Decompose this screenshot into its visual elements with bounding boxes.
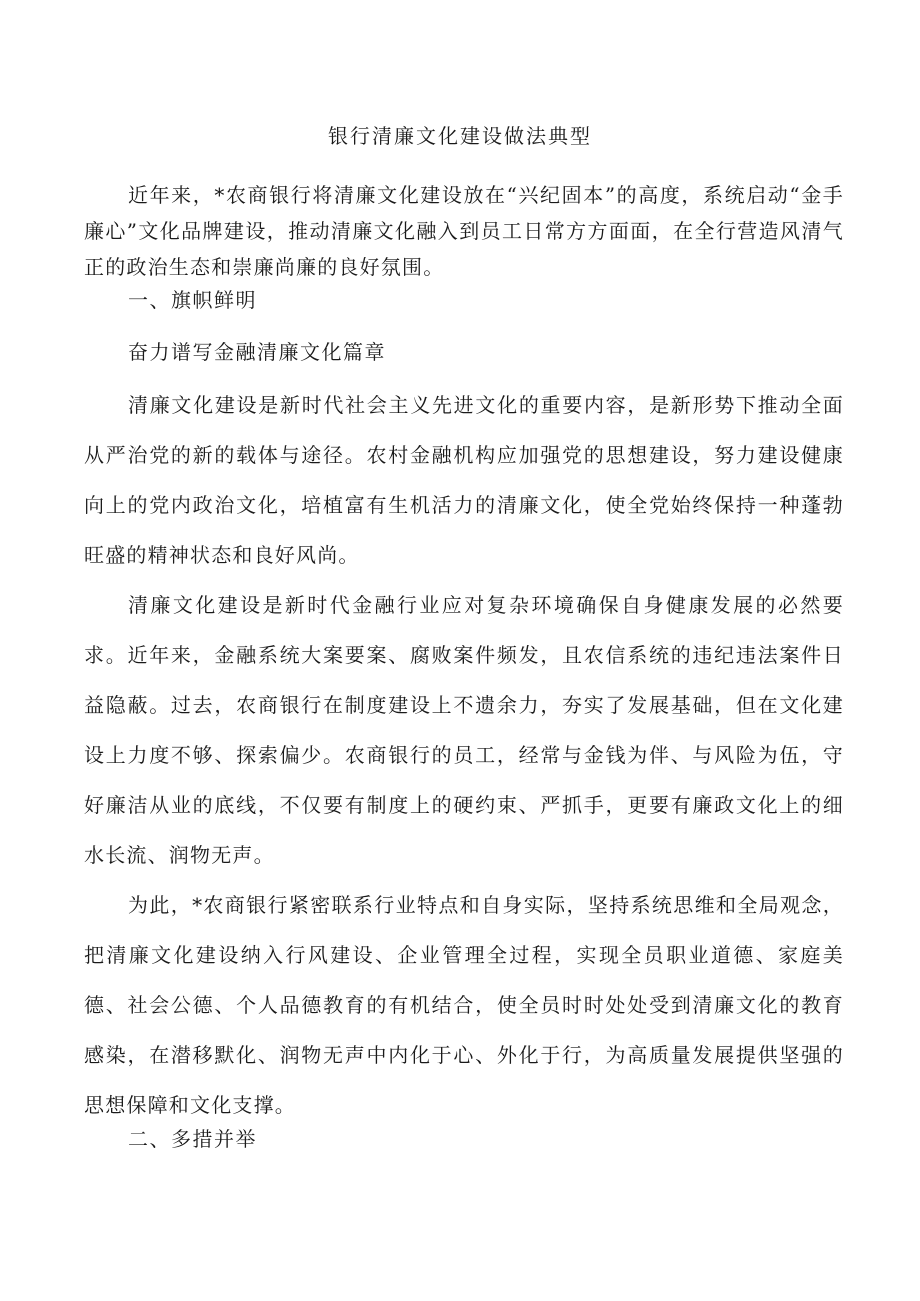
document-title: 银行清廉文化建设做法典型: [328, 124, 592, 148]
body-paragraph-3: 为此，*农商银行紧密联系行业特点和自身实际，坚持系统思维和全局观念，把清廉文化建设纳入行风建设、企业管理全过程，实现全员职业道德、家庭美德、社会公德、个人品德教育的有机结合，使全员时时处处受到清廉文化的教育感染，在潜移默化、润物无声中内化于心、外化于行，为高质量发展提供坚强的思想保障和文化支撑。: [84, 893, 844, 1117]
intro-paragraph: 近年来，*农商银行将清廉文化建设放在“兴纪固本”的高度，系统启动“金手廉心”文化品牌建设，推动清廉文化融入到员工日常方方面面，在全行营造风清气正的政治生态和崇廉尚廉的良好氛围。: [84, 183, 844, 279]
section-subheading-1: 奋力谱写金融清廉文化篇章: [128, 340, 386, 364]
body-paragraph-1: 清廉文化建设是新时代社会主义先进文化的重要内容，是新形势下推动全面从严治党的新的载体与途径。农村金融机构应加强党的思想建设，努力建设健康向上的党内政治文化，培植富有生机活力的清廉文化，使全党始终保持一种蓬勃旺盛的精神状态和良好风尚。: [84, 393, 844, 567]
section-heading-1: 一、旗帜鲜明: [128, 288, 257, 312]
section-heading-2: 二、多措并举: [128, 1127, 257, 1151]
body-paragraph-2: 清廉文化建设是新时代金融行业应对复杂环境确保自身健康发展的必然要求。近年来，金融系统大案要案、腐败案件频发，且农信系统的违纪违法案件日益隐蔽。过去，农商银行在制度建设上不遗余力，夯实了发展基础，但在文化建设上力度不够、探索偏少。农商银行的员工，经常与金钱为伴、与风险为伍，守好廉洁从业的底线，不仅要有制度上的硬约束、严抓手，更要有廉政文化上的细水长流、润物无声。: [84, 593, 844, 867]
